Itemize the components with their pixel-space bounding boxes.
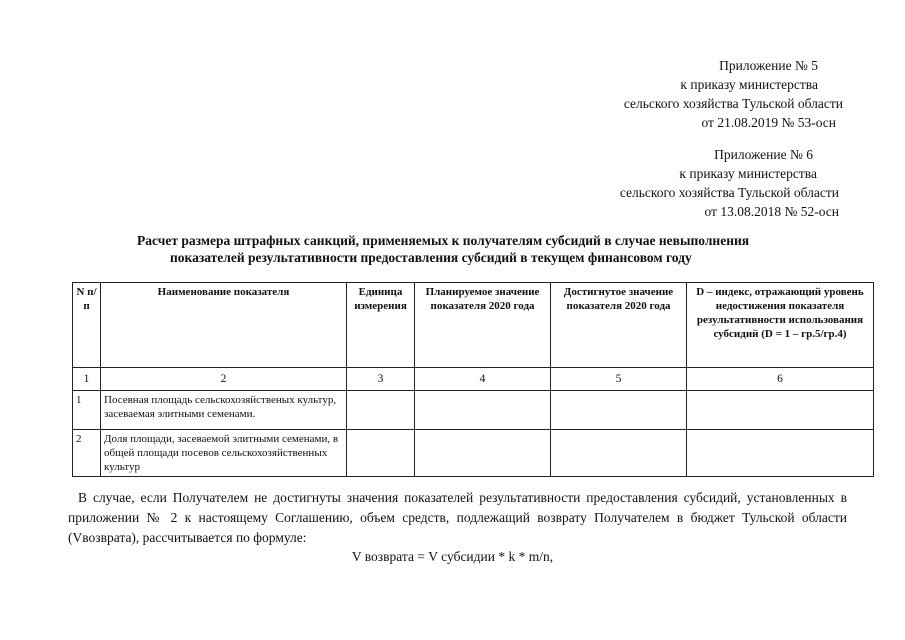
- row-indicator-name: Доля площади, засеваемой элитными семенами, в общей площади посевов сельскохозяйственных культур: [101, 430, 347, 477]
- formula-text: V возврата = V субсидии * k * m/n,: [351, 549, 554, 564]
- refund-paragraph: В случае, если Получателем не достигнуты значения показателей результативности предоставления субсидий, установленных в приложении № 2 к настоящему Соглашению, объем средств, подлежащий возврату Получателем в бюджет Тульской области (Vвозврата), рассчитывается по формуле:: [68, 490, 847, 545]
- appendix-5-ministry: сельского хозяйства Тульской области: [623, 96, 843, 111]
- row-unit-cell: [347, 391, 415, 430]
- column-number: 5: [551, 368, 687, 391]
- table-row: [73, 430, 874, 477]
- column-number: 3: [347, 368, 415, 391]
- row-index-cell: [687, 391, 874, 430]
- column-number-row: [73, 368, 874, 391]
- column-number: 6: [687, 368, 874, 391]
- row-achieved-cell: [551, 430, 687, 477]
- appendix-5-title: Приложение № 5: [719, 58, 818, 73]
- refund-formula: [0, 549, 905, 565]
- appendix-6-header: [620, 145, 839, 221]
- row-indicator-name: Посевная площадь сельскохозяйственых культур, засеваемая элитными семенами.: [101, 391, 347, 430]
- document-title: [132, 232, 832, 266]
- row-unit-cell: [347, 430, 415, 477]
- header-indicator-name: Наименование показателя: [101, 283, 347, 368]
- appendix-6-order: к приказу министерства: [679, 166, 817, 181]
- column-number: 1: [73, 368, 101, 391]
- header-planned: Планируемое значение показателя 2020 года: [415, 283, 551, 368]
- title-line-2: показателей результативности предоставления субсидий в текущем финансовом году: [170, 250, 692, 265]
- title-line-1: Расчет размера штрафных санкций, применяемых к получателям субсидий в случае невыполнения: [137, 233, 750, 248]
- header-achieved: Достигнутое значение показателя 2020 года: [551, 283, 687, 368]
- appendix-6-date: от 13.08.2018 № 52-осн: [704, 204, 839, 219]
- row-planned-cell: [415, 391, 551, 430]
- row-number: 1: [73, 391, 101, 430]
- indicators-table: [72, 282, 874, 477]
- column-number: 4: [415, 368, 551, 391]
- row-index-cell: [687, 430, 874, 477]
- table-header-row: [73, 283, 874, 368]
- column-number: 2: [101, 368, 347, 391]
- header-number: N п/п: [73, 283, 101, 368]
- appendix-5-header: [624, 56, 843, 132]
- appendix-5-date: от 21.08.2019 № 53-осн: [701, 115, 836, 130]
- header-index: D – индекс, отражающий уровень недостижения показателя результативности использования субсидий (D = 1 – гр.5/гр.4): [687, 283, 874, 368]
- row-achieved-cell: [551, 391, 687, 430]
- appendix-6-ministry: сельского хозяйства Тульской области: [619, 185, 839, 200]
- header-unit: Единица измерения: [347, 283, 415, 368]
- row-number: 2: [73, 430, 101, 477]
- appendix-5-order: к приказу министерства: [680, 77, 818, 92]
- row-planned-cell: [415, 430, 551, 477]
- table-row: [73, 391, 874, 430]
- appendix-6-title: Приложение № 6: [714, 147, 813, 162]
